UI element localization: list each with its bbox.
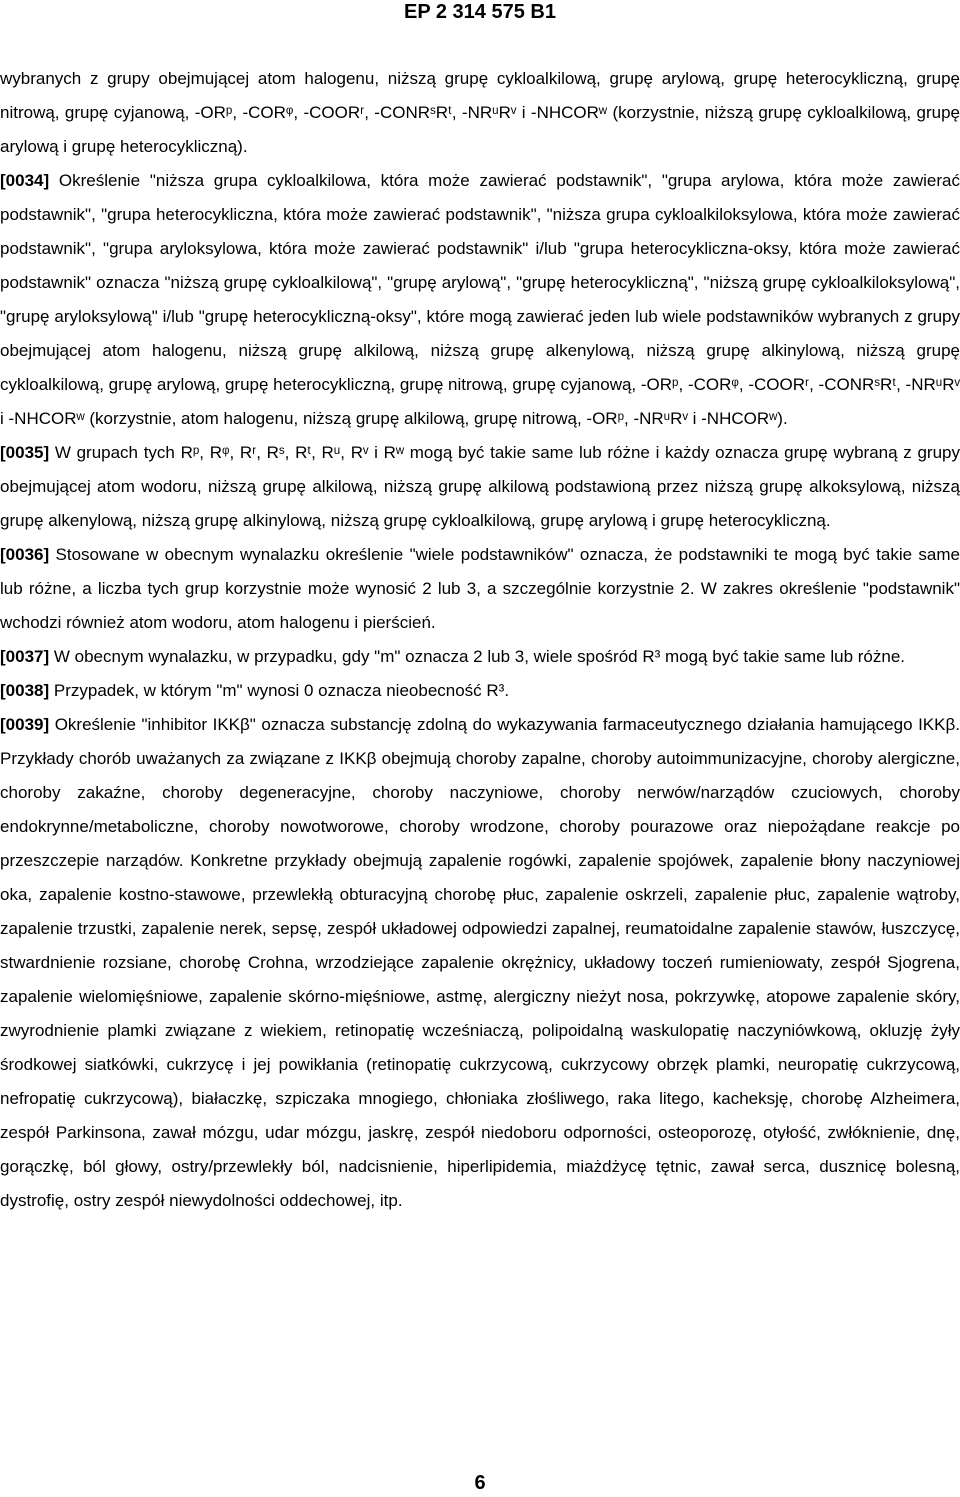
paragraph-0039 bbox=[0, 708, 960, 1218]
paragraph-0036 bbox=[0, 538, 960, 640]
document-footer bbox=[0, 1471, 960, 1495]
paragraph-text: Określenie "niższa grupa cykloalkilowa, która może zawierać podstawnik", "grupa arylowa, która może zawierać podstawnik", "grupa heterocykliczna, która może zawierać podstawnik", "niższa grupa cykloalkiloksylowa, która może zawierać podstawnik", "grupa aryloksylowa, która może zawierać podstawnik" i/lub "grupa heterocykliczna-oksy, która może zawierać podstawnik" oznacza "niższą grupę cykloalkilową", "grupę arylową", "grupę heterocykliczną", "niższą grupę cykloalkiloksylową", "grupę aryloksylową" i/lub "grupę heterocykliczną-oksy", które mogą zawierać jeden lub wiele podstawników wybranych z grupy obejmującej atom halogenu, niższą grupę alkilową, niższą grupę alkenylową, niższą grupę alkinylową, niższą grupę cykloalkilową, grupę arylową, grupę heterocykliczną, grupę nitrową, grupę cyjanową, -ORᵖ, -CORᵠ, -COORʳ, -CONRˢRᵗ, -NRᵘRᵛ i -NHCORʷ (korzystnie, atom halogenu, niższą grupę alkilową, grupę nitrową, -ORᵖ, -NRᵘRᵛ i -NHCORʷ). bbox=[0, 171, 960, 428]
paragraph-text: Stosowane w obecnym wynalazku określenie "wiele podstawników" oznacza, że podstawniki te mogą być takie same lub różne, a liczba tych grup korzystnie może wynosić 2 lub 3, a szczególnie korzystnie 2. W zakres określenie "podstawnik" wchodzi również atom wodoru, atom halogenu i pierścień. bbox=[0, 545, 960, 632]
paragraph-0038 bbox=[0, 674, 960, 708]
paragraph-0035 bbox=[0, 436, 960, 538]
paragraph-text: Określenie "inhibitor IKKβ" oznacza substancję zdolną do wykazywania farmaceutycznego działania hamującego IKKβ. Przykłady chorób uważanych za związane z IKKβ obejmują choroby zapalne, choroby autoimmunizacyjne, choroby alergiczne, choroby zakaźne, choroby degeneracyjne, choroby naczyniowe, choroby nerwów/narządów czuciowych, choroby endokrynne/metaboliczne, choroby nowotworowe, choroby wrodzone, choroby pourazowe oraz niepożądane reakcje po przeszczepie narządów. Konkretne przykłady obejmują zapalenie rogówki, zapalenie spojówek, zapalenie błony naczyniowej oka, zapalenie kostno-stawowe, przewlekłą obturacyjną chorobę płuc, zapalenie oskrzeli, zapalenie płuc, zapalenie wątroby, zapalenie trzustki, zapalenie nerek, sepsę, zespół układowej odpowiedzi zapalnej, reumatoidalne zapalenie stawów, łuszczycę, stwardnienie rozsiane, chorobę Crohna, wrzodziejące zapalenie okrężnicy, układowy toczeń rumieniowaty, zespół Sjogrena, zapalenie wielomięśniowe, zapalenie skórno-mięśniowe, astmę, alergiczny nieżyt nosa, pokrzywkę, atopowe zapalenie skóry, zwyrodnienie plamki związane z wiekiem, retinopatię wcześniaczą, polipoidalną waskulopatię naczyniówkową, okluzję żyły środkowej siatkówki, cukrzycę i jej powikłania (retinopatię cukrzycową, cukrzycowy obrzęk plamki, neuropatię cukrzycową, nefropatię cukrzycową), białaczkę, szpiczaka mnogiego, chłoniaka złośliwego, raka litego, kacheksję, chorobę Alzheimera, zespół Parkinsona, zawał mózgu, udar mózgu, jaskrę, zespół niedoboru odporności, osteoporozę, otyłość, zwłóknienie, dnę, gorączkę, ból głowy, ostry/przewlekły ból, nadcisnienie, hiperlipidemia, miażdżycę tętnic, zawał serca, dusznicę bolesną, dystrofię, ostry zespół niewydolności oddechowej, itp. bbox=[0, 715, 960, 1210]
paragraph-text: W obecnym wynalazku, w przypadku, gdy "m" oznacza 2 lub 3, wiele spośród R³ mogą być takie same lub różne. bbox=[53, 647, 905, 666]
paragraph-number: [0035] bbox=[0, 443, 50, 462]
patent-number: EP 2 314 575 B1 bbox=[404, 1, 556, 23]
document-header bbox=[0, 0, 960, 24]
paragraph-text: W grupach tych Rᵖ, Rᵠ, Rʳ, Rˢ, Rᵗ, Rᵘ, Rᵛ i Rʷ mogą być takie same lub różne i każdy oznacza grupę wybraną z grupy obejmującej atom wodoru, niższą grupę alkilową, niższą grupę alkilową podstawioną przez niższą grupę alkoksylową, niższą grupę alkenylową, niższą grupę alkinylową, niższą grupę cykloalkilową, grupę arylową i grupę heterocykliczną. bbox=[0, 443, 960, 530]
paragraph-0037 bbox=[0, 640, 960, 674]
paragraph-text: Przypadek, w którym "m" wynosi 0 oznacza nieobecność R³. bbox=[53, 681, 510, 700]
paragraph-number: [0039] bbox=[0, 715, 50, 734]
paragraph-text: wybranych z grupy obejmującej atom halogenu, niższą grupę cykloalkilową, grupę arylową, grupę heterocykliczną, grupę nitrową, grupę cyjanową, -ORᵖ, -CORᵠ, -COORʳ, -CONRˢRᵗ, -NRᵘRᵛ i -NHCORʷ (korzystnie, niższą grupę cykloalkilową, grupę arylową i grupę heterocykliczną). bbox=[0, 69, 960, 156]
paragraph-number: [0037] bbox=[0, 647, 50, 666]
paragraph-number: [0038] bbox=[0, 681, 50, 700]
page-number: 6 bbox=[474, 1472, 486, 1494]
paragraph-continuation bbox=[0, 62, 960, 164]
document-body bbox=[0, 62, 960, 1218]
paragraph-number: [0036] bbox=[0, 545, 50, 564]
paragraph-number: [0034] bbox=[0, 171, 50, 190]
paragraph-0034 bbox=[0, 164, 960, 436]
